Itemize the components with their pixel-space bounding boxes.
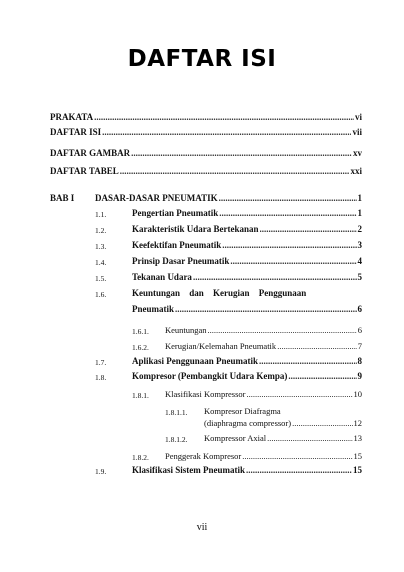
toc-entry-label: Keuntungan dan Kerugian Penggunaan bbox=[132, 288, 307, 298]
toc-entry-page: 3 bbox=[357, 240, 362, 250]
toc-entry-label: Keefektifan Pneumatik bbox=[132, 240, 222, 250]
dot-leader bbox=[230, 256, 356, 267]
toc-entry-page: xv bbox=[353, 148, 362, 158]
section-number: 1.3. bbox=[95, 242, 107, 251]
page-title: DAFTAR ISI bbox=[127, 46, 277, 72]
toc-entry-label: Prinsip Dasar Pneumatik bbox=[132, 256, 230, 266]
toc-entry[interactable] bbox=[165, 451, 362, 462]
dot-leader bbox=[102, 127, 351, 138]
toc-entry[interactable] bbox=[132, 224, 362, 235]
toc-entry-label: Pengertian Pneumatik bbox=[132, 208, 219, 218]
toc-entry-label: DAFTAR TABEL bbox=[50, 166, 119, 176]
dot-leader bbox=[277, 341, 357, 352]
toc-entry-label: Kompresor (Pembangkit Udara Kempa) bbox=[132, 371, 288, 381]
toc-entry-page: 7 bbox=[357, 341, 362, 351]
section-number: 1.7. bbox=[95, 358, 107, 367]
section-number: 1.1. bbox=[95, 210, 107, 219]
toc-entry-label: Klasifikasi Kompressor bbox=[165, 389, 246, 399]
dot-leader bbox=[288, 371, 356, 382]
dot-leader bbox=[219, 208, 356, 219]
toc-entry[interactable] bbox=[132, 208, 362, 219]
page-number: vii bbox=[196, 522, 208, 533]
toc-entry-label: Aplikasi Penggunaan Pneumatik bbox=[132, 356, 259, 366]
toc-entry-chapter[interactable] bbox=[95, 193, 362, 204]
toc-entry-page: 4 bbox=[357, 256, 362, 266]
toc-entry-label: DAFTAR ISI bbox=[50, 127, 102, 137]
dot-leader bbox=[219, 193, 357, 204]
toc-entry-page: 8 bbox=[357, 356, 362, 366]
section-number: 1.6.1. bbox=[132, 327, 149, 336]
toc-entry-page: 10 bbox=[353, 389, 362, 399]
section-number: 1.5. bbox=[95, 274, 107, 283]
toc-entry-page: vi bbox=[354, 112, 362, 122]
dot-leader bbox=[267, 433, 352, 444]
toc-entry[interactable] bbox=[132, 304, 362, 315]
dot-leader bbox=[193, 272, 357, 283]
section-number: 1.8.1. bbox=[132, 391, 149, 400]
toc-entry-label: Keuntungan bbox=[165, 325, 207, 335]
toc-entry-page: 6 bbox=[357, 325, 362, 335]
toc-entry-daftar-gambar[interactable] bbox=[50, 148, 362, 159]
dot-leader bbox=[260, 224, 357, 235]
dot-leader bbox=[247, 389, 353, 400]
toc-entry-label: Klasifikasi Sistem Pneumatik bbox=[132, 465, 246, 475]
dot-leader bbox=[94, 112, 354, 123]
toc-entry-label: Kompressor Axial bbox=[204, 433, 267, 443]
section-number: 1.4. bbox=[95, 258, 107, 267]
toc-entry-label-line1 bbox=[204, 406, 281, 417]
toc-entry-page: 15 bbox=[353, 451, 362, 461]
toc-entry-page: 1 bbox=[357, 193, 362, 203]
toc-entry[interactable] bbox=[165, 389, 362, 400]
toc-entry[interactable] bbox=[132, 272, 362, 283]
toc-entry-page: 9 bbox=[357, 371, 362, 381]
dot-leader bbox=[131, 148, 352, 159]
toc-entry-label: Penggerak Kompresor bbox=[165, 451, 242, 461]
toc-entry-label: DAFTAR GAMBAR bbox=[50, 148, 131, 158]
toc-entry-page: 6 bbox=[357, 304, 362, 314]
chapter-number: BAB I bbox=[50, 193, 75, 203]
toc-entry[interactable] bbox=[165, 341, 362, 352]
section-number: 1.8.2. bbox=[132, 453, 149, 462]
toc-entry-label: PRAKATA bbox=[50, 112, 94, 122]
dot-leader bbox=[246, 465, 352, 476]
dot-leader bbox=[175, 304, 356, 315]
dot-leader bbox=[208, 325, 357, 336]
dot-leader bbox=[259, 356, 356, 367]
toc-entry[interactable] bbox=[132, 465, 362, 476]
dot-leader bbox=[242, 451, 352, 462]
toc-entry-label: Kerugian/Kelemahan Pneumatik bbox=[165, 341, 277, 351]
toc-entry-page: 5 bbox=[357, 272, 362, 282]
dot-leader bbox=[292, 418, 352, 429]
toc-entry-daftar-tabel[interactable] bbox=[50, 166, 362, 177]
section-number: 1.2. bbox=[95, 226, 107, 235]
dot-leader bbox=[120, 166, 350, 177]
toc-entry-page: vii bbox=[352, 127, 362, 137]
toc-entry-page: 13 bbox=[353, 433, 362, 443]
toc-entry-page: 15 bbox=[353, 465, 362, 475]
toc-entry-label: Kompresor Diafragma bbox=[204, 406, 281, 416]
section-number: 1.6. bbox=[95, 290, 107, 299]
section-number: 1.9. bbox=[95, 467, 107, 476]
toc-entry[interactable] bbox=[204, 433, 362, 444]
toc-entry[interactable] bbox=[204, 418, 362, 429]
toc-entry-page: xxi bbox=[350, 166, 362, 176]
toc-entry[interactable] bbox=[132, 240, 362, 251]
toc-entry-page: 1 bbox=[357, 208, 362, 218]
toc-entry[interactable] bbox=[132, 371, 362, 382]
toc-entry[interactable] bbox=[132, 256, 362, 267]
toc-entry-daftar-isi[interactable] bbox=[50, 127, 362, 138]
section-number: 1.6.2. bbox=[132, 343, 149, 352]
section-number: 1.8.1.2. bbox=[165, 435, 188, 444]
toc-entry-page: 2 bbox=[357, 224, 362, 234]
toc-entry-label: Tekanan Udara bbox=[132, 272, 192, 282]
toc-entry-page: 12 bbox=[353, 418, 362, 428]
section-number: 1.8.1.1. bbox=[165, 408, 188, 417]
section-number: 1.8. bbox=[95, 373, 107, 382]
toc-entry[interactable] bbox=[165, 325, 362, 336]
toc-entry-label: Karakteristik Udara Bertekanan bbox=[132, 224, 259, 234]
toc-entry-prakata[interactable] bbox=[50, 112, 362, 123]
toc-entry-label-line1 bbox=[132, 288, 306, 299]
toc-entry-label: (diaphragma compressor) bbox=[204, 418, 292, 428]
toc-entry-label: Pneumatik bbox=[132, 304, 175, 314]
toc-entry[interactable] bbox=[132, 356, 362, 367]
dot-leader bbox=[222, 240, 356, 251]
toc-entry-label: DASAR-DASAR PNEUMATIK bbox=[95, 193, 218, 203]
